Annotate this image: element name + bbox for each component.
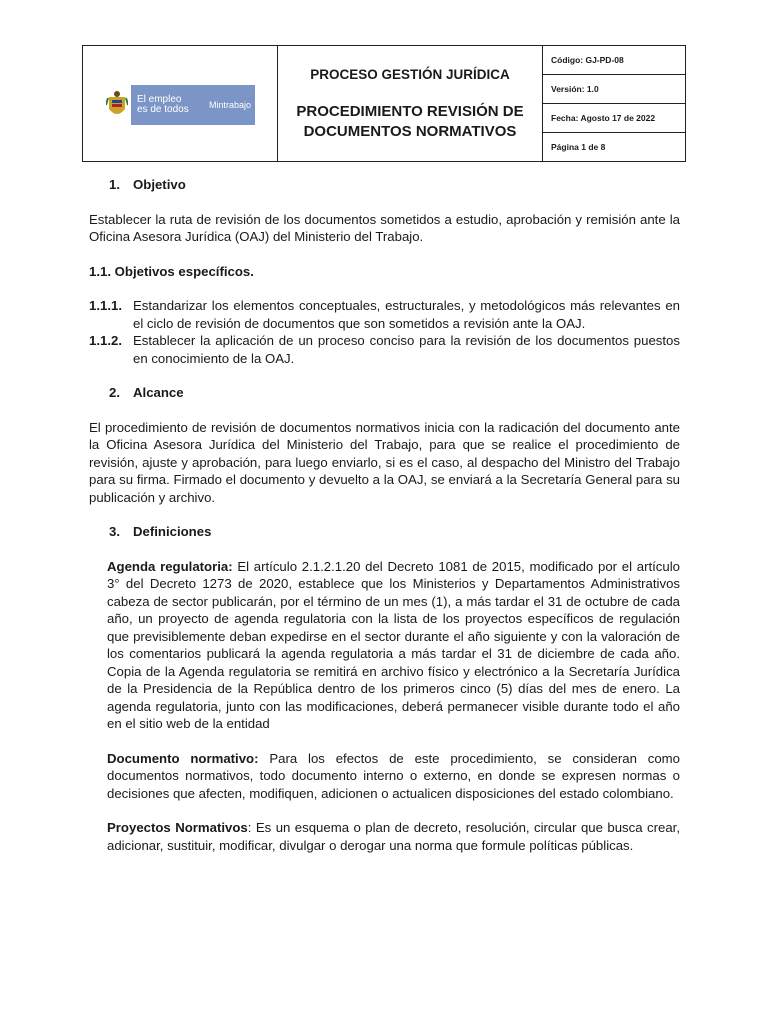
mintrabajo-logo [103, 85, 255, 125]
document-body [89, 176, 680, 854]
section-number: 3. [109, 524, 120, 539]
definition-text: El artículo 2.1.2.1.20 del Decreto 1081 de 2015, modificado por el artículo 3° del Decreto 1273 de 2020, establece que los Ministerios y Departamentos Administrativos cabeza de sector publicarán, por el término de un mes (1), a más tardar el 31 de octubre de cada año, un proyecto de agenda regulatoria con la lista de los proyectos específicos de regulación que previsiblemente deban expedirse en el sector durante el año siguiente y con la valoración de los comentarios publicará la agenda regulatoria a más tardar el 31 de diciembre de cada año. Copia de la Agenda regulatoria se remitirá en archivo físico y electrónico a la Secretaría Jurídica de la Presidencia de la República dentro de los primeros cinco (5) días del mes de enero. La agenda regulatoria, junto con las modificaciones, deberá permanecer visible durante todo el año en el sitio web de la entidad [107, 558, 680, 731]
document-code: Código: GJ-PD-08 [543, 46, 685, 75]
page-number: Página 1 de 8 [551, 142, 606, 152]
list-item-text: Estandarizar los elementos conceptuales, estructurales, y metodológicos más relevantes en el ciclo de revisión de documentos que son sometidos a revisión ante la OAJ. [133, 298, 680, 331]
objetivo-paragraph: Establecer la ruta de revisión de los documentos sometidos a estudio, aprobación y remisión ante la Oficina Asesora Jurídica (OAJ) del Ministerio del Trabajo. [89, 211, 680, 244]
section-number: 1. [109, 177, 120, 192]
document-date: Fecha: Agosto 17 de 2022 [543, 104, 685, 133]
logo-slogan [137, 95, 199, 115]
section-number: 2. [109, 385, 120, 400]
section-heading-definiciones [109, 523, 680, 541]
section-heading-alcance [109, 384, 680, 402]
process-title: PROCESO GESTIÓN JURÍDICA [310, 67, 510, 82]
list-item [89, 332, 680, 367]
definition-documento-normativo [107, 750, 680, 803]
slogan-line-2: es de todos [137, 104, 189, 115]
list-item-number: 1.1.1. [89, 298, 122, 313]
definition-term: Documento normativo: [107, 750, 259, 766]
title-cell [278, 46, 543, 161]
list-item-number: 1.1.2. [89, 333, 122, 348]
procedure-title [278, 102, 542, 142]
document-header [82, 45, 686, 162]
procedure-title-line-1: PROCEDIMIENTO REVISIÓN DE [296, 103, 524, 120]
section-title: Objetivo [133, 177, 186, 192]
section-heading-objetivo [109, 176, 680, 194]
list-item [89, 297, 680, 332]
definition-term: Proyectos Normativos [107, 820, 248, 835]
list-item-text: Establecer la aplicación de un proceso conciso para la revisión de los documentos puestos en conocimiento de la OAJ. [133, 333, 680, 366]
meta-cell [543, 46, 685, 161]
definition-text: : Es un esquema o plan de decreto, resolución, circular que busca crear, adicionar, sustituir, modificar, divulgar o derogar una norma que formule políticas públicas. [107, 820, 680, 853]
definition-term: Agenda regulatoria: [107, 558, 233, 574]
subsection-heading-objetivos-especificos: 1.1. Objetivos específicos. [89, 263, 254, 279]
colombia-coat-of-arms-icon [103, 85, 131, 125]
logo-brand: Mintrabajo [209, 100, 252, 110]
section-title: Definiciones [133, 524, 212, 539]
alcance-paragraph: El procedimiento de revisión de documentos normativos inicia con la radicación del documento ante la Oficina Asesora Jurídica del Ministerio del Trabajo, para que se realice el procedimiento de revisión, ajuste y aprobación, para luego enviarlo, si es el caso, al despacho del Ministro del Trabajo para su firma. Firmado el documento y devuelto a la OAJ, se enviará a la Secretaría General para su publicación y archivo. [89, 419, 680, 505]
definition-agenda-regulatoria [107, 558, 680, 733]
logo-cell [83, 46, 278, 161]
document-version: Versión: 1.0 [543, 75, 685, 104]
section-title: Alcance [133, 385, 184, 400]
procedure-title-line-2: DOCUMENTOS NORMATIVOS [303, 123, 517, 140]
definition-text: Para los efectos de este procedimiento, se consideran como documentos normativos, todo documento interno o externo, en donde se expresen normas o decisiones que afecten, modifiquen, adicionen o actualicen disposiciones del estado colombiano. [107, 750, 680, 801]
definition-proyectos-normativos [107, 819, 680, 854]
slogan-line-1: El empleo [137, 94, 182, 105]
